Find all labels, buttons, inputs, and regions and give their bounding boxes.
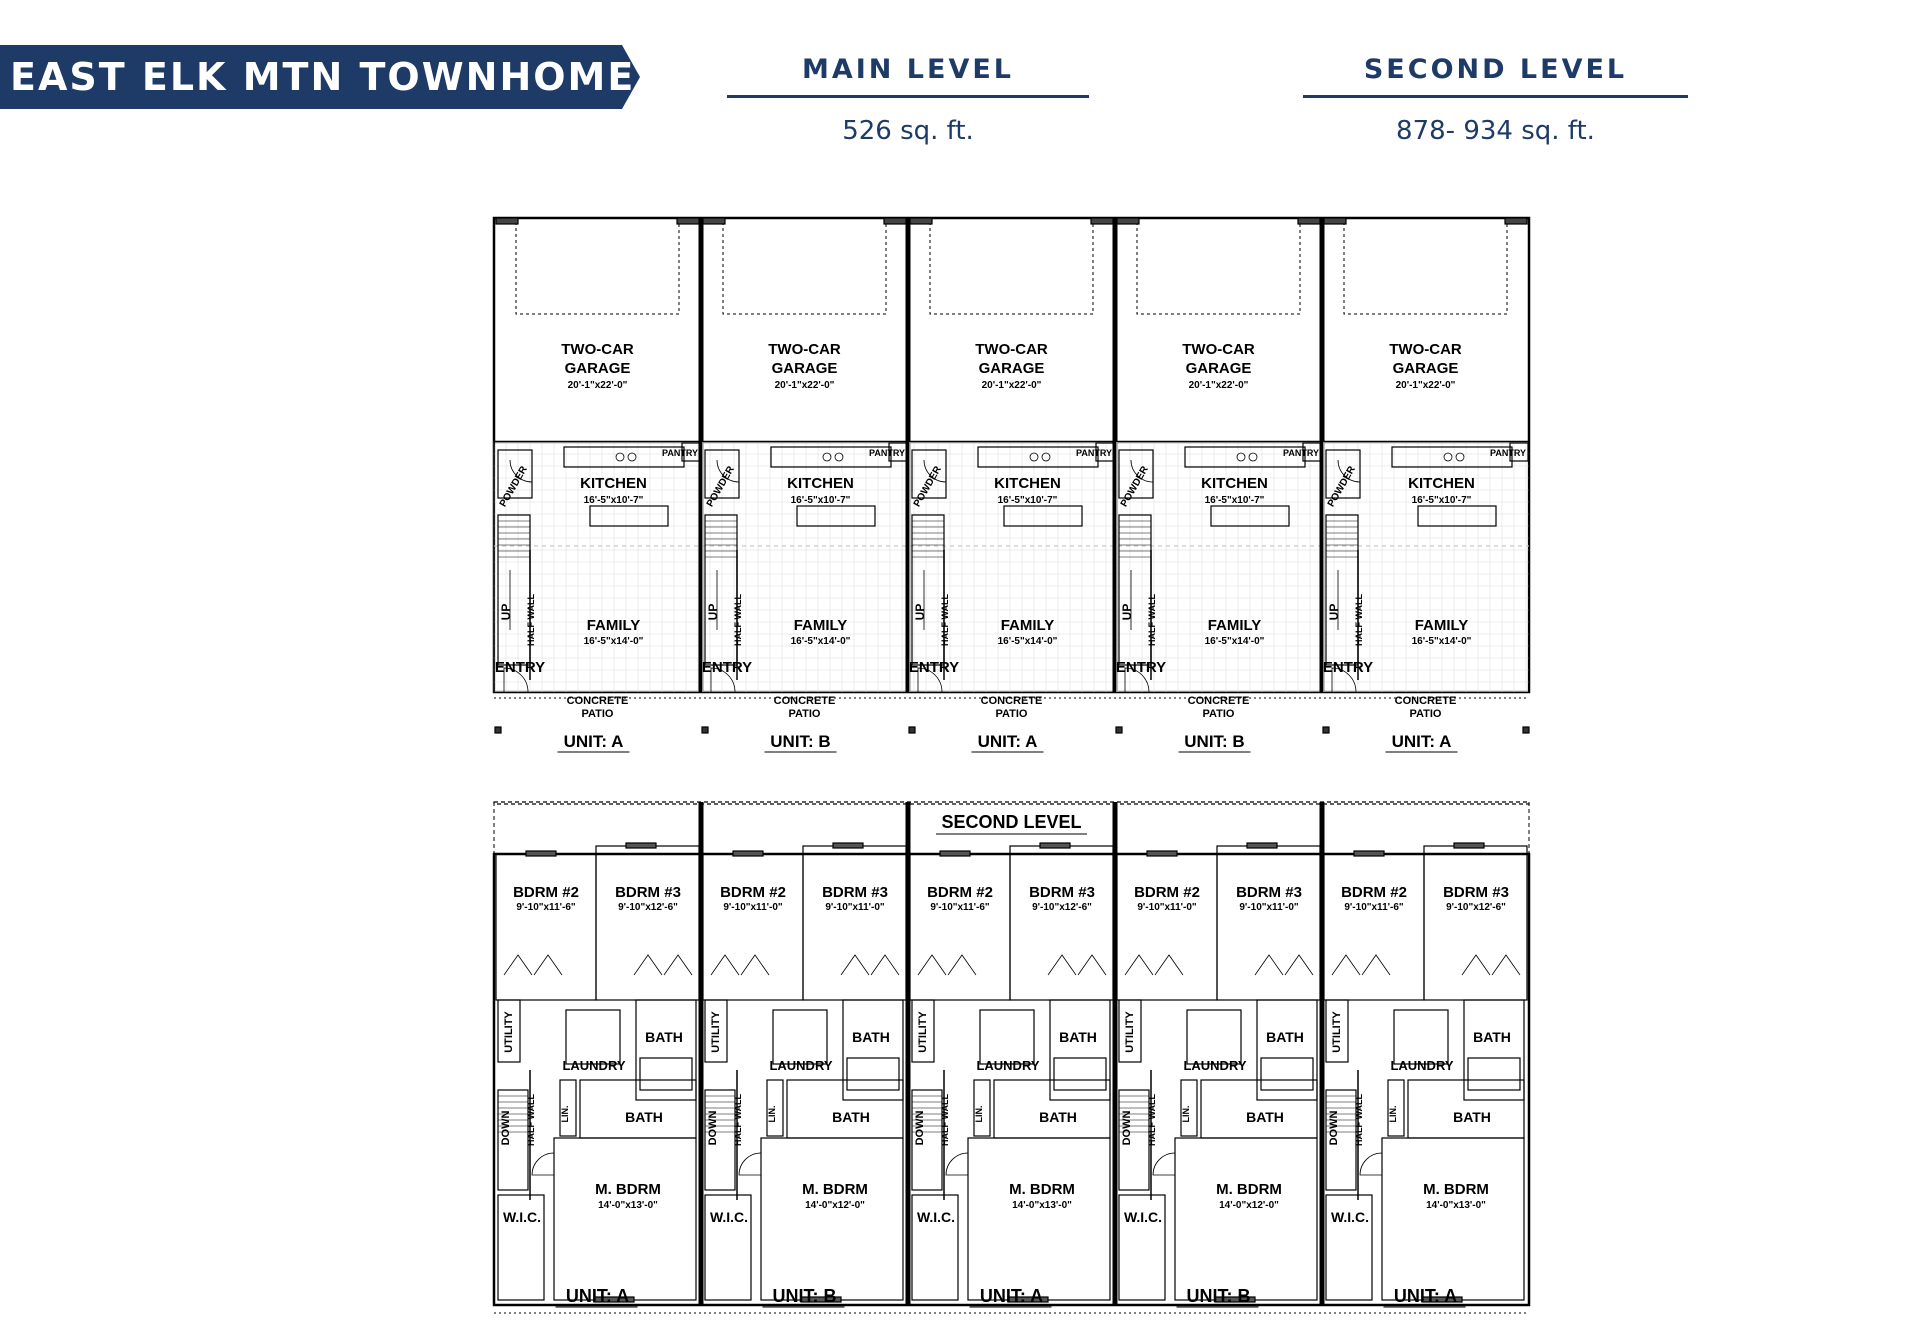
bedroom-3-label: BDRM #3 xyxy=(1236,884,1302,901)
linen-label: LIN. xyxy=(560,1105,570,1123)
bedroom-2-dimension: 9'-10"x11'-6" xyxy=(930,902,990,913)
kitchen-dimension: 16'-5"x10'-7" xyxy=(997,495,1058,506)
bedroom-3-dimension: 9'-10"x11'-0" xyxy=(825,902,885,913)
garage-label: TWO-CAR xyxy=(561,341,634,358)
unit-label: UNIT: A xyxy=(977,732,1038,751)
floor-plans xyxy=(480,210,1560,1325)
window xyxy=(1354,851,1384,856)
patio-post xyxy=(1116,727,1122,733)
garage-label: TWO-CAR xyxy=(1182,341,1255,358)
closet-doors xyxy=(1462,955,1520,975)
stair-up-label: UP xyxy=(499,603,513,621)
bath-2-label: BATH xyxy=(832,1109,870,1125)
garage-label: TWO-CAR xyxy=(1389,341,1462,358)
bedroom-3-label: BDRM #3 xyxy=(822,884,888,901)
master-bedroom xyxy=(554,1138,696,1300)
stair-up-label: UP xyxy=(1327,603,1341,621)
main-level-area: 526 sq. ft. xyxy=(842,116,974,146)
unit-label: UNIT: B xyxy=(772,1286,837,1306)
unit-label: UNIT: A xyxy=(979,1286,1044,1306)
kitchen-label: KITCHEN xyxy=(1201,475,1268,492)
utility-label: UTILITY xyxy=(503,1011,515,1053)
bath-1-label: BATH xyxy=(852,1029,890,1045)
patio-label: CONCRETE xyxy=(566,695,629,707)
bath-2-label: BATH xyxy=(1246,1109,1284,1125)
bedroom-2-label: BDRM #2 xyxy=(720,884,786,901)
laundry-room xyxy=(1187,1010,1241,1064)
garage-door-swing xyxy=(930,222,1093,314)
half-wall-label: HALF WALL xyxy=(733,594,743,646)
window xyxy=(526,851,556,856)
family-label: FAMILY xyxy=(586,617,641,634)
wic-label: W.I.C. xyxy=(1330,1209,1370,1225)
bathtub xyxy=(640,1058,692,1090)
closet-doors xyxy=(1332,955,1390,975)
family-label: FAMILY xyxy=(1207,617,1262,634)
bedroom-3 xyxy=(1010,846,1113,1000)
garage-pier xyxy=(703,218,725,224)
main-level-floor-plan xyxy=(494,218,1529,752)
laundry-label: LAUNDRY xyxy=(976,1058,1040,1073)
master-door xyxy=(1153,1153,1175,1175)
bath-1-label: BATH xyxy=(1059,1029,1097,1045)
half-wall-label: HALF WALL xyxy=(1354,594,1364,646)
stair-down-label: DOWN xyxy=(500,1110,512,1146)
patio-label: PATIO xyxy=(788,708,821,720)
master-bedroom-dimension: 14'-0"x12'-0" xyxy=(1219,1200,1279,1211)
patio-label: PATIO xyxy=(1409,708,1442,720)
pantry-label: PANTRY xyxy=(662,448,698,458)
family-label: FAMILY xyxy=(793,617,848,634)
closet-doors xyxy=(1255,955,1313,975)
garage-door-swing xyxy=(516,222,679,314)
garage-pier xyxy=(1324,218,1346,224)
laundry-room xyxy=(773,1010,827,1064)
patio-post xyxy=(495,727,501,733)
bath-1 xyxy=(1257,1000,1317,1100)
laundry-room xyxy=(566,1010,620,1064)
master-bedroom-dimension: 14'-0"x13'-0" xyxy=(1012,1200,1072,1211)
family-dimension: 16'-5"x14'-0" xyxy=(790,636,851,647)
second-unit-2 xyxy=(701,802,906,1307)
main-level-header xyxy=(727,54,1089,146)
second-unit-3 xyxy=(908,802,1113,1307)
garage-label: GARAGE xyxy=(771,360,838,377)
powder-label: POWDER xyxy=(911,464,944,509)
linen-label: LIN. xyxy=(974,1105,984,1123)
main-level-title: MAIN LEVEL xyxy=(727,54,1089,98)
bath-1-label: BATH xyxy=(1473,1029,1511,1045)
utility-label: UTILITY xyxy=(1331,1011,1343,1053)
utility-label: UTILITY xyxy=(710,1011,722,1053)
garage-pier xyxy=(677,218,699,224)
pantry-label: PANTRY xyxy=(1283,448,1319,458)
master-bedroom-dimension: 14'-0"x12'-0" xyxy=(805,1200,865,1211)
master-bedroom-label: M. BDRM xyxy=(595,1181,661,1198)
garage-door-swing xyxy=(1344,222,1507,314)
bedroom-2-dimension: 9'-10"x11'-6" xyxy=(516,902,576,913)
bedroom-2 xyxy=(703,854,803,1000)
garage-dimension: 20'-1"x22'-0" xyxy=(1188,380,1249,391)
master-bedroom xyxy=(761,1138,903,1300)
unit-label: UNIT: A xyxy=(1391,732,1452,751)
kitchen-label: KITCHEN xyxy=(580,475,647,492)
garage-pier xyxy=(910,218,932,224)
bedroom-2 xyxy=(910,854,1010,1000)
second-level-area: 878- 934 sq. ft. xyxy=(1396,116,1595,146)
second-level-header xyxy=(1303,54,1688,146)
stair-down-label: DOWN xyxy=(914,1110,926,1146)
bathtub xyxy=(1054,1058,1106,1090)
closet-doors xyxy=(504,955,562,975)
patio-post xyxy=(702,727,708,733)
title-banner xyxy=(0,45,665,109)
unit-label: UNIT: B xyxy=(1186,1286,1251,1306)
patio-label: PATIO xyxy=(995,708,1028,720)
patio-label: CONCRETE xyxy=(773,695,836,707)
bedroom-2-label: BDRM #2 xyxy=(1134,884,1200,901)
garage-label: GARAGE xyxy=(1185,360,1252,377)
master-bedroom-label: M. BDRM xyxy=(802,1181,868,1198)
laundry-room xyxy=(980,1010,1034,1064)
main-unit-5 xyxy=(1322,218,1529,752)
second-unit-1 xyxy=(496,843,699,1307)
bath-1 xyxy=(636,1000,696,1100)
garage-door-swing xyxy=(723,222,886,314)
bathtub xyxy=(1468,1058,1520,1090)
entry-label: ENTRY xyxy=(908,659,960,676)
wic-label: W.I.C. xyxy=(502,1209,542,1225)
stair-down-label: DOWN xyxy=(707,1110,719,1146)
garage-pier xyxy=(496,218,518,224)
patio-post xyxy=(1323,727,1329,733)
main-unit-3 xyxy=(908,218,1115,752)
unit-label: UNIT: B xyxy=(770,732,831,751)
kitchen-label: KITCHEN xyxy=(994,475,1061,492)
stair-down-label: DOWN xyxy=(1328,1110,1340,1146)
second-unit-4 xyxy=(1115,802,1320,1307)
bath-2-label: BATH xyxy=(1039,1109,1077,1125)
garage-dimension: 20'-1"x22'-0" xyxy=(981,380,1042,391)
window xyxy=(1147,851,1177,856)
half-wall-label: HALF WALL xyxy=(1147,594,1157,646)
utility-label: UTILITY xyxy=(917,1011,929,1053)
master-door xyxy=(946,1153,968,1175)
bedroom-3-dimension: 9'-10"x12'-6" xyxy=(618,902,678,913)
half-wall-label: HALF WALL xyxy=(1147,1094,1157,1146)
bedroom-3 xyxy=(803,846,906,1000)
main-unit-4 xyxy=(1115,218,1322,752)
family-dimension: 16'-5"x14'-0" xyxy=(1204,636,1265,647)
closet-doors xyxy=(841,955,899,975)
bedroom-3-label: BDRM #3 xyxy=(615,884,681,901)
garage-pier xyxy=(1505,218,1527,224)
garage-label: GARAGE xyxy=(1392,360,1459,377)
family-label: FAMILY xyxy=(1414,617,1469,634)
garage-pier xyxy=(884,218,906,224)
powder-label: POWDER xyxy=(1118,464,1151,509)
wic-label: W.I.C. xyxy=(709,1209,749,1225)
laundry-room xyxy=(1394,1010,1448,1064)
master-door xyxy=(739,1153,761,1175)
bedroom-2-label: BDRM #2 xyxy=(1341,884,1407,901)
laundry-label: LAUNDRY xyxy=(1183,1058,1247,1073)
master-bedroom-label: M. BDRM xyxy=(1009,1181,1075,1198)
master-door xyxy=(1360,1153,1382,1175)
powder-label: POWDER xyxy=(1325,464,1358,509)
unit-label: UNIT: A xyxy=(563,732,624,751)
kitchen-dimension: 16'-5"x10'-7" xyxy=(790,495,851,506)
window xyxy=(1454,843,1484,848)
kitchen-dimension: 16'-5"x10'-7" xyxy=(583,495,644,506)
garage-dimension: 20'-1"x22'-0" xyxy=(1395,380,1456,391)
second-level-floor-plan xyxy=(494,802,1529,1313)
patio-label: CONCRETE xyxy=(1187,695,1250,707)
utility-label: UTILITY xyxy=(1124,1011,1136,1053)
patio-label: PATIO xyxy=(1202,708,1235,720)
bedroom-3-label: BDRM #3 xyxy=(1443,884,1509,901)
half-wall-label: HALF WALL xyxy=(526,594,536,646)
half-wall-label: HALF WALL xyxy=(733,1094,743,1146)
patio-post xyxy=(1523,727,1529,733)
kitchen-dimension: 16'-5"x10'-7" xyxy=(1411,495,1472,506)
window xyxy=(940,851,970,856)
closet-doors xyxy=(634,955,692,975)
stair-up-label: UP xyxy=(1120,603,1134,621)
pantry-label: PANTRY xyxy=(869,448,905,458)
garage-label: GARAGE xyxy=(564,360,631,377)
entry-label: ENTRY xyxy=(1322,659,1374,676)
bedroom-3-dimension: 9'-10"x11'-0" xyxy=(1239,902,1299,913)
garage-door-swing xyxy=(1137,222,1300,314)
bath-1 xyxy=(1464,1000,1524,1100)
garage-pier xyxy=(1298,218,1320,224)
linen-label: LIN. xyxy=(767,1105,777,1123)
master-bedroom-dimension: 14'-0"x13'-0" xyxy=(1426,1200,1486,1211)
family-dimension: 16'-5"x14'-0" xyxy=(997,636,1058,647)
garage-pier xyxy=(1091,218,1113,224)
bedroom-2-dimension: 9'-10"x11'-0" xyxy=(1137,902,1197,913)
bedroom-3-dimension: 9'-10"x12'-6" xyxy=(1032,902,1092,913)
unit-label: UNIT: B xyxy=(1184,732,1245,751)
entry-label: ENTRY xyxy=(1115,659,1167,676)
master-bedroom xyxy=(1382,1138,1524,1300)
second-unit-5 xyxy=(1322,802,1527,1307)
garage-pier xyxy=(1117,218,1139,224)
wic-label: W.I.C. xyxy=(1123,1209,1163,1225)
laundry-label: LAUNDRY xyxy=(1390,1058,1454,1073)
garage-label: TWO-CAR xyxy=(768,341,841,358)
master-bedroom-label: M. BDRM xyxy=(1423,1181,1489,1198)
bedroom-2 xyxy=(496,854,596,1000)
roof-line xyxy=(494,802,1529,804)
patio-label: CONCRETE xyxy=(980,695,1043,707)
main-unit-2 xyxy=(701,218,908,752)
family-label: FAMILY xyxy=(1000,617,1055,634)
wic-label: W.I.C. xyxy=(916,1209,956,1225)
bedroom-2-label: BDRM #2 xyxy=(513,884,579,901)
unit-label: UNIT: A xyxy=(1393,1286,1458,1306)
entry-label: ENTRY xyxy=(701,659,753,676)
bath-1 xyxy=(843,1000,903,1100)
window xyxy=(1040,843,1070,848)
kitchen-label: KITCHEN xyxy=(1408,475,1475,492)
half-wall-label: HALF WALL xyxy=(940,594,950,646)
closet-doors xyxy=(711,955,769,975)
stair-up-label: UP xyxy=(913,603,927,621)
second-level-label: SECOND LEVEL xyxy=(941,812,1082,832)
kitchen-dimension: 16'-5"x10'-7" xyxy=(1204,495,1265,506)
master-bedroom xyxy=(1175,1138,1317,1300)
bedroom-3 xyxy=(1424,846,1527,1000)
garage-dimension: 20'-1"x22'-0" xyxy=(567,380,628,391)
patio-label: CONCRETE xyxy=(1394,695,1457,707)
bedroom-2 xyxy=(1117,854,1217,1000)
entry-label: ENTRY xyxy=(494,659,546,676)
stair-up-label: UP xyxy=(706,603,720,621)
closet-doors xyxy=(1048,955,1106,975)
bath-2-label: BATH xyxy=(1453,1109,1491,1125)
main-unit-1 xyxy=(494,218,701,752)
closet-doors xyxy=(918,955,976,975)
stair-down-label: DOWN xyxy=(1121,1110,1133,1146)
bedroom-2-dimension: 9'-10"x11'-0" xyxy=(723,902,783,913)
bath-1 xyxy=(1050,1000,1110,1100)
bedroom-3 xyxy=(1217,846,1320,1000)
bathtub xyxy=(1261,1058,1313,1090)
half-wall-label: HALF WALL xyxy=(1354,1094,1364,1146)
master-bedroom xyxy=(968,1138,1110,1300)
family-dimension: 16'-5"x14'-0" xyxy=(1411,636,1472,647)
powder-label: POWDER xyxy=(497,464,530,509)
linen-label: LIN. xyxy=(1181,1105,1191,1123)
patio-post xyxy=(909,727,915,733)
powder-label: POWDER xyxy=(704,464,737,509)
closet-doors xyxy=(1125,955,1183,975)
half-wall-label: HALF WALL xyxy=(940,1094,950,1146)
laundry-label: LAUNDRY xyxy=(562,1058,626,1073)
bedroom-3-dimension: 9'-10"x12'-6" xyxy=(1446,902,1506,913)
pantry-label: PANTRY xyxy=(1490,448,1526,458)
window xyxy=(1247,843,1277,848)
bath-1-label: BATH xyxy=(1266,1029,1304,1045)
page-title: EAST ELK MTN TOWNHOMES xyxy=(10,55,665,99)
patio-label: PATIO xyxy=(581,708,614,720)
master-door xyxy=(532,1153,554,1175)
garage-label: GARAGE xyxy=(978,360,1045,377)
garage-dimension: 20'-1"x22'-0" xyxy=(774,380,835,391)
pantry-label: PANTRY xyxy=(1076,448,1112,458)
master-bedroom-dimension: 14'-0"x13'-0" xyxy=(598,1200,658,1211)
master-bedroom-label: M. BDRM xyxy=(1216,1181,1282,1198)
bath-2-label: BATH xyxy=(625,1109,663,1125)
bedroom-3-label: BDRM #3 xyxy=(1029,884,1095,901)
window xyxy=(733,851,763,856)
bedroom-2 xyxy=(1324,854,1424,1000)
linen-label: LIN. xyxy=(1388,1105,1398,1123)
half-wall-label: HALF WALL xyxy=(526,1094,536,1146)
laundry-label: LAUNDRY xyxy=(769,1058,833,1073)
window xyxy=(626,843,656,848)
bedroom-3 xyxy=(596,846,699,1000)
kitchen-label: KITCHEN xyxy=(787,475,854,492)
bath-1-label: BATH xyxy=(645,1029,683,1045)
second-level-title: SECOND LEVEL xyxy=(1303,54,1688,98)
bedroom-2-label: BDRM #2 xyxy=(927,884,993,901)
window xyxy=(833,843,863,848)
bathtub xyxy=(847,1058,899,1090)
garage-label: TWO-CAR xyxy=(975,341,1048,358)
bedroom-2-dimension: 9'-10"x11'-6" xyxy=(1344,902,1404,913)
unit-label: UNIT: A xyxy=(565,1286,630,1306)
family-dimension: 16'-5"x14'-0" xyxy=(583,636,644,647)
